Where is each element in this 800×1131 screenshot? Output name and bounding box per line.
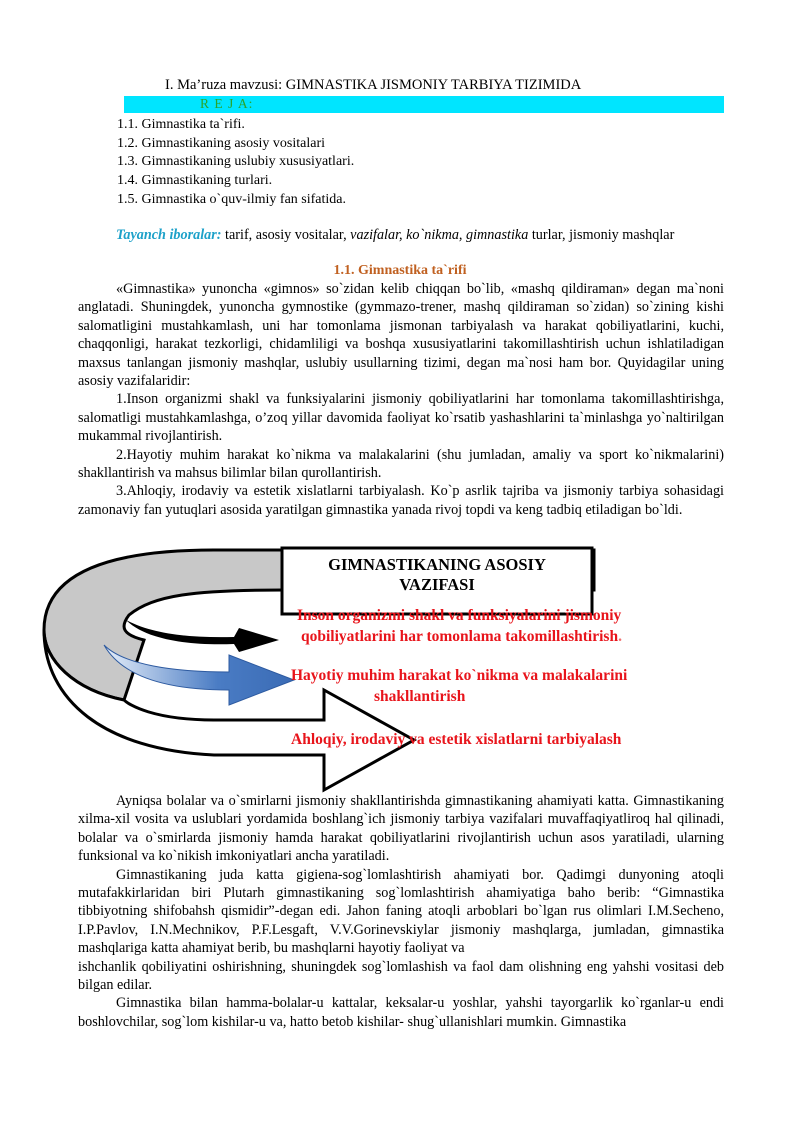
task-1-line2-text: qobiliyatlarini har tomonlama takomillashtirish — [301, 628, 619, 645]
plan-list — [117, 116, 354, 210]
paragraph: 1.Inson organizmi shakl va funksiyalarini jismoniy qobiliyatlarini har tomonlama takomillashtirishga, salomatligi mustahkamlashga, o’zoq yillar davomida faoliyat ko`rsatib yashashlarini ta`minlashga yo`naltirilgan mukammal rivojlantirish. — [78, 391, 724, 445]
keywords-text-b: vazifalar, ko`nikma, gimnastika — [350, 227, 529, 243]
plan-item: 1.3. Gimnastikaning uslubiy xususiyatlari. — [117, 154, 355, 170]
section-title: 1.1. Gimnastika ta`rifi — [333, 263, 467, 278]
paragraph: ishchanlik qobiliyatini oshirishning, shuningdek sog`lomlashish va faol dam olishning eng yahshi vositasi deb bilgan edilar. — [78, 958, 724, 994]
paragraph: Ayniqsa bolalar va o`smirlarni jismoniy shakllantirishda gimnastikaning ahamiyati katta. Gimnastikaning xilma-xil vosita va uslublari yordamida boshlang`ich jismoniy tarbiya vazifalari muvaffaqiyatliroq hal qilinadi, bolalar va o`smirlarda jismoniy hamda harakat qobiliyatlarini rivojlantirish uchun asos yaratiladi, ularning funksional va ko`nikish imkoniyatlari ancha yaratiladi. — [78, 793, 724, 865]
plan-item: 1.1. Gimnastika ta`rifi. — [117, 117, 245, 132]
body-text-1 — [78, 280, 724, 519]
plan-item: 1.2. Gimnastikaning asosiy vositalari — [117, 135, 326, 151]
keywords-text-a: tarif, asosiy vositalar, — [221, 227, 351, 243]
reja-heading: R E J A: — [200, 96, 254, 111]
black-arrow — [126, 620, 279, 652]
keywords-lead: Tayanch iboralar: — [116, 227, 222, 243]
plan-item: 1.5. Gimnastika o`quv-ilmiy fan sifatida. — [117, 191, 347, 207]
paragraph: Gimnastika bilan hamma-bolalar-u kattalar, keksalar-u yoshlar, yahshi tayorgarlik ko`rganlar-u endi boshlovchilar, sog`lom kishilar-u va, hatto betob kishilar- shug`ullanishlari mumkin. Gimnastika — [78, 995, 724, 1030]
paragraph: 3.Ahloqiy, irodaviy va estetik xislatlarni tarbiyalash. Ko`p asrlik tajriba va jismoniy tarbiya sohasidagi zamonaviy fan yutuqlari asosida yaratilgan gimnastika yanada rivoj topdi va keng tadbiq etiladigan bo`ldi. — [78, 483, 724, 518]
task-1-line1: Inson organizmi shakl va funksiyalarini jismoniy — [297, 607, 622, 624]
task-1-line2 — [301, 628, 622, 645]
paragraph: «Gimnastika» yunoncha «gimnos» so`zidan kelib chiqqan bo`lib, «mashq qildiraman» degan ma`noni anglatadi. Shuningdek, yunoncha gymnostike (gymmazo-trener, mashq qildiraman so`zidan) so`zining kishi salomatligini mustahkamlash, uni har tomonlama jismonan tarbiyalash va harakat qobiliyatlarini, kuchi, chaqqonligi, harakat tezkorligi, chidamliligi va boshqa xususiyatlarini takomillashtirish uchun ishlatiladigan maxsus tanlangan jismoniy mashqlar, uslubiy usullarning tizimi, degan ma`nosi ham bor. Quyidagilar uning asosiy vazifalaridir: — [78, 281, 724, 390]
paragraph: 2.Hayotiy muhim harakat ko`nikma va malakalarini (shu jumladan, amaliy va sport ko`nikmalarini) shakllantirish va mahsus bilimlar bilan qurollantirish. — [78, 446, 724, 482]
task-2-line1: Hayotiy muhim harakat ko`nikma va malakalarini — [291, 667, 628, 684]
tasks-diagram — [34, 540, 754, 795]
task-3: Ahloqiy, irodaviy va estetik xislatlarni tarbiyalash — [291, 731, 622, 748]
keywords-text-c: turlar, jismoniy mashqlar — [528, 227, 675, 243]
task-2-line2: shakllantirish — [374, 688, 466, 705]
box-title-line1: GIMNASTIKANING ASOSIY — [328, 555, 546, 574]
box-title-line2: VAZIFASI — [399, 575, 475, 594]
task-1-dot: . — [618, 628, 622, 645]
plan-item: 1.4. Gimnastikaning turlari. — [117, 173, 273, 189]
lecture-title: I. Ma’ruza mavzusi: GIMNASTIKA JISMONIY TARBIYA TIZIMIDA — [165, 77, 582, 93]
keywords — [78, 226, 724, 245]
paragraph: Gimnastikaning juda katta gigiena-sog`lomlashtirish ahamiyati bor. Qadimgi dunyoning atoqli mutafakkirlaridan biri Plutarh gimnastikaning sog`lomlashtirish ahamiyatiga baho berib: “Gimnastika tibbiyotning shifobahsh qismidir”-degan edi. Jahon faning atoqli arboblari bo`lgan rus olimlari I.M.Secheno, I.P.Pavlov, I.N.Mechnikov, P.F.Lesgaft, V.V.Gorinevskiylar jismoniy mashqlarga, jumladan, gimnastika mashqlariga katta ahamiyat berib, bu mashqlarni hayotiy faoliyat va — [78, 866, 724, 957]
body-text-2 — [78, 792, 724, 1031]
